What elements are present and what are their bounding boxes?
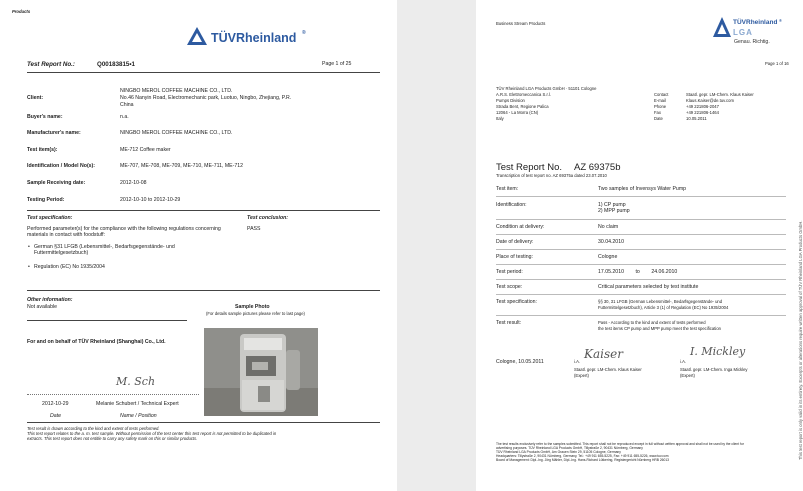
spec-line: materials in contact with foodstuff:	[27, 232, 106, 238]
field-label: Manufacturer's name:	[27, 130, 81, 136]
field-value: Pass - According to the kind and extent of tests performed	[598, 320, 706, 325]
field-value: 1) CP pump	[598, 202, 626, 208]
row-divider	[496, 249, 786, 250]
field-label: Place of testing:	[496, 254, 533, 260]
spec-divider	[27, 290, 380, 291]
conclusion-value: PASS	[247, 226, 261, 232]
bullet-icon: •	[28, 244, 30, 250]
date-caption: Date	[50, 413, 61, 419]
contact-value: 10.05.2011	[686, 116, 707, 121]
footer-line: TÜV Rheinland LGA Products GmbH, Am Grauen Stein 29, 51105 Cologne, Germany	[496, 450, 621, 454]
signature: M. Sch	[116, 375, 156, 388]
contact-value: +49 221806-2047	[686, 104, 719, 109]
left-test-report-page	[0, 0, 397, 491]
spec-line: Performed parameter(s) for the compliance with the following regulations concerning	[27, 226, 221, 232]
contact-value: +49 221806-1464	[686, 110, 719, 115]
header-tag: Business Stream Products	[496, 21, 546, 26]
footer-line: Test result is drawn according to the kind and extent of tests performed.	[27, 426, 160, 431]
signature-line	[27, 394, 199, 395]
row-divider	[496, 279, 786, 280]
spec-bullet: German §31 LFGB (Lebensmittel-, Bedarfsgegenstände- und	[34, 244, 175, 250]
row-divider	[496, 219, 786, 220]
lga-logo-text: LGA	[733, 28, 753, 37]
signature: I. Mickley	[690, 345, 746, 358]
field-label: Condition at delivery:	[496, 224, 545, 230]
field-value: 2012-10-08	[120, 180, 147, 186]
field-value: Critical parameters selected by test institute	[598, 284, 699, 290]
sender-line: TÜV Rheinland LGA Products GmbH · 51101 Cologne	[496, 86, 597, 91]
signer-prefix: i.A.	[574, 359, 581, 364]
field-value: 17.05.2010 to 24.06.2010	[598, 269, 678, 275]
sign-place-date: Cologne, 10.05.2011	[496, 359, 544, 365]
footer-line: extracts. This test report does not entitle to carry any safety mark on this or similar products.	[27, 436, 198, 441]
field-label: Testing Period:	[27, 197, 65, 203]
row-divider	[496, 264, 786, 265]
field-label: Client:	[27, 95, 44, 101]
contact-label: Date	[654, 116, 663, 121]
tuv-logo-text: TÜVRheinland	[733, 19, 778, 26]
field-label: Test item:	[496, 186, 519, 192]
field-label: Identification / Model No(s):	[27, 163, 96, 169]
footer-line: advertising purposes. TÜV Rheinland LGA Products GmbH, Tillystraße 2, 90431 Nürnberg, Germany	[496, 446, 643, 450]
address-line: Italy	[496, 116, 504, 121]
field-value: 2) MPP pump	[598, 208, 630, 214]
contact-value: Klaus.Kaiser@de.tuv.com	[686, 98, 734, 103]
spec-label: Test specification:	[27, 215, 73, 221]
sample-photo	[204, 328, 318, 416]
field-value: NINGBO MEROL COFFEE MACHINE CO., LTD.	[120, 130, 233, 136]
field-label: Test result:	[496, 320, 522, 326]
sample-photo-note: (For details sample pictures please refer to last page)	[206, 311, 305, 316]
slogan: Genau. Richtig.	[734, 39, 770, 45]
bullet-icon: •	[28, 264, 30, 270]
contact-label: Contact	[654, 92, 669, 97]
coffee-maker-photo-image	[204, 328, 318, 416]
field-value: China	[120, 102, 134, 108]
footer-line: This test report relates to the a. m. test sample. Without permission of the test center this test report is not permitted to be duplicated in	[27, 431, 277, 436]
tuv-triangle-icon	[712, 16, 732, 38]
field-label: Test item(s):	[27, 147, 58, 153]
field-value: Two samples of Invensys Water Pump	[598, 186, 687, 192]
side-validity-note: This test report is only valid in its entirety. Excerpts or alterations require written approval of TÜV Rheinland LGA Products GmbH.	[798, 220, 803, 460]
field-label: Sample Receiving date:	[27, 180, 86, 186]
contact-label: E-mail	[654, 98, 666, 103]
transcription-note: Transcription of test report no. AZ 69375a dated 23.07.2010	[496, 173, 607, 178]
address-line: Pumps Division	[496, 98, 525, 103]
report-number: Q00183815•1	[97, 61, 135, 68]
footer-line: Headquarters: Tillystraße 2, 90431 Nürnberg, Germany, Tel.: +49 911 655-5225, Fax: +49 911 655-5226, www.tuv.com	[496, 454, 669, 458]
report-title: Test Report No.	[496, 162, 562, 173]
field-label: Test specification:	[496, 299, 537, 305]
field-label: Test scope:	[496, 284, 523, 290]
field-value: Futtermittelgesetzbuch), Article 3 (1) of Regulation (EC) No 1935/2004	[598, 305, 729, 310]
spec-bullet: Regulation (EC) No 1935/2004	[34, 264, 105, 270]
field-label: Identification:	[496, 202, 527, 208]
report-number: AZ 69375b	[574, 162, 621, 173]
spec-bullet: Futtermittelgesetzbuch)	[34, 250, 89, 256]
name-caption: Name / Position	[120, 413, 157, 419]
other-info-label: Other information:	[27, 297, 73, 303]
row-divider	[496, 315, 786, 316]
logo-registered-mark: ®	[302, 30, 306, 36]
logo-registered-mark: ®	[779, 18, 782, 23]
footer-line: The test results exclusively refer to the samples submitted. This report shall not be reproduced except in full without written approval and shall not be used by the client for	[496, 442, 744, 446]
signer-prefix: i.A.	[680, 359, 687, 364]
field-value: 2012-10-10 to 2012-10-29	[120, 197, 181, 203]
signer-role: (Expert)	[574, 373, 589, 378]
page-info: Page 1 of 16	[765, 61, 789, 66]
row-divider	[496, 294, 786, 295]
field-value: ME-707, ME-708, ME-709, ME-710, ME-711, ME-712	[120, 163, 244, 169]
page-gap	[397, 0, 476, 491]
signer-name: Staatl. gepr. LM-Chem. Klaus Kaiser	[574, 367, 642, 372]
on-behalf-line: For and on behalf of TÜV Rheinland (Shanghai) Co., Ltd.	[27, 339, 166, 345]
field-value: ME-712 Coffee maker	[120, 147, 171, 153]
footer-line: Board of Management: Dipl.-Ing. Jörg Mähler, Dipl.-Ing. Hans-Richard Lütkering, Registergericht Nürnberg HRB 26013	[496, 458, 669, 462]
footer-divider	[27, 422, 380, 423]
other-info-divider	[27, 320, 187, 321]
sample-photo-title: Sample Photo	[235, 304, 270, 310]
address-line: 12064 - La Morra (CN)	[496, 110, 539, 115]
right-test-report-page	[476, 0, 803, 491]
sign-date: 2012-10-29	[42, 401, 69, 407]
signer-role: (Expert)	[680, 373, 695, 378]
field-label: Date of delivery:	[496, 239, 534, 245]
field-value: 30.04.2010	[598, 239, 624, 245]
title-divider	[27, 72, 380, 73]
sign-name: Melanie Schubert / Technical Expert	[96, 401, 179, 407]
tuv-logo-text: TÜVRheinland	[211, 31, 297, 45]
fields-divider	[27, 210, 380, 211]
contact-label: Phone	[654, 104, 667, 109]
tuv-triangle-icon	[186, 26, 208, 46]
header-tag: Products	[12, 9, 31, 14]
signer-name: Staatl. gepr. LM-Chem. Inga Mickley	[680, 367, 748, 372]
page-info: Page 1 of 25	[322, 61, 352, 67]
address-line: A.R.S. Elettromeccanica S.r.l.	[496, 92, 551, 97]
field-value: No.46 Nanyin Road, Electromechanic park, Luotuo, Ningbo, Zhejiang, P.R.	[120, 95, 292, 101]
row-divider	[496, 234, 786, 235]
field-label: Test period:	[496, 269, 523, 275]
field-value: Cologne	[598, 254, 618, 260]
address-line: Strada Bent, Regione Palica	[496, 104, 549, 109]
field-value: No claim	[598, 224, 619, 230]
signature: Kaiser	[584, 347, 623, 361]
contact-label: Fax	[654, 110, 661, 115]
field-value: n.a.	[120, 114, 129, 120]
field-value: NINGBO MEROL COFFEE MACHINE CO., LTD.	[120, 88, 233, 94]
field-label: Buyer's name:	[27, 114, 63, 120]
other-info-value: Not available	[27, 304, 57, 310]
conclusion-label: Test conclusion:	[247, 215, 289, 221]
report-title-label: Test Report No.:	[27, 61, 75, 68]
field-value: §§ 30, 31 LFGB (German Lebensmittel-, Bedarfsgegenstände- und	[598, 299, 723, 304]
field-value: the test items CP pump and MPP pump meet the test specification	[598, 326, 721, 331]
contact-value: Staatl. gepr. LM-Chem. Klaus Kaiser	[686, 92, 754, 97]
row-divider	[496, 196, 786, 197]
